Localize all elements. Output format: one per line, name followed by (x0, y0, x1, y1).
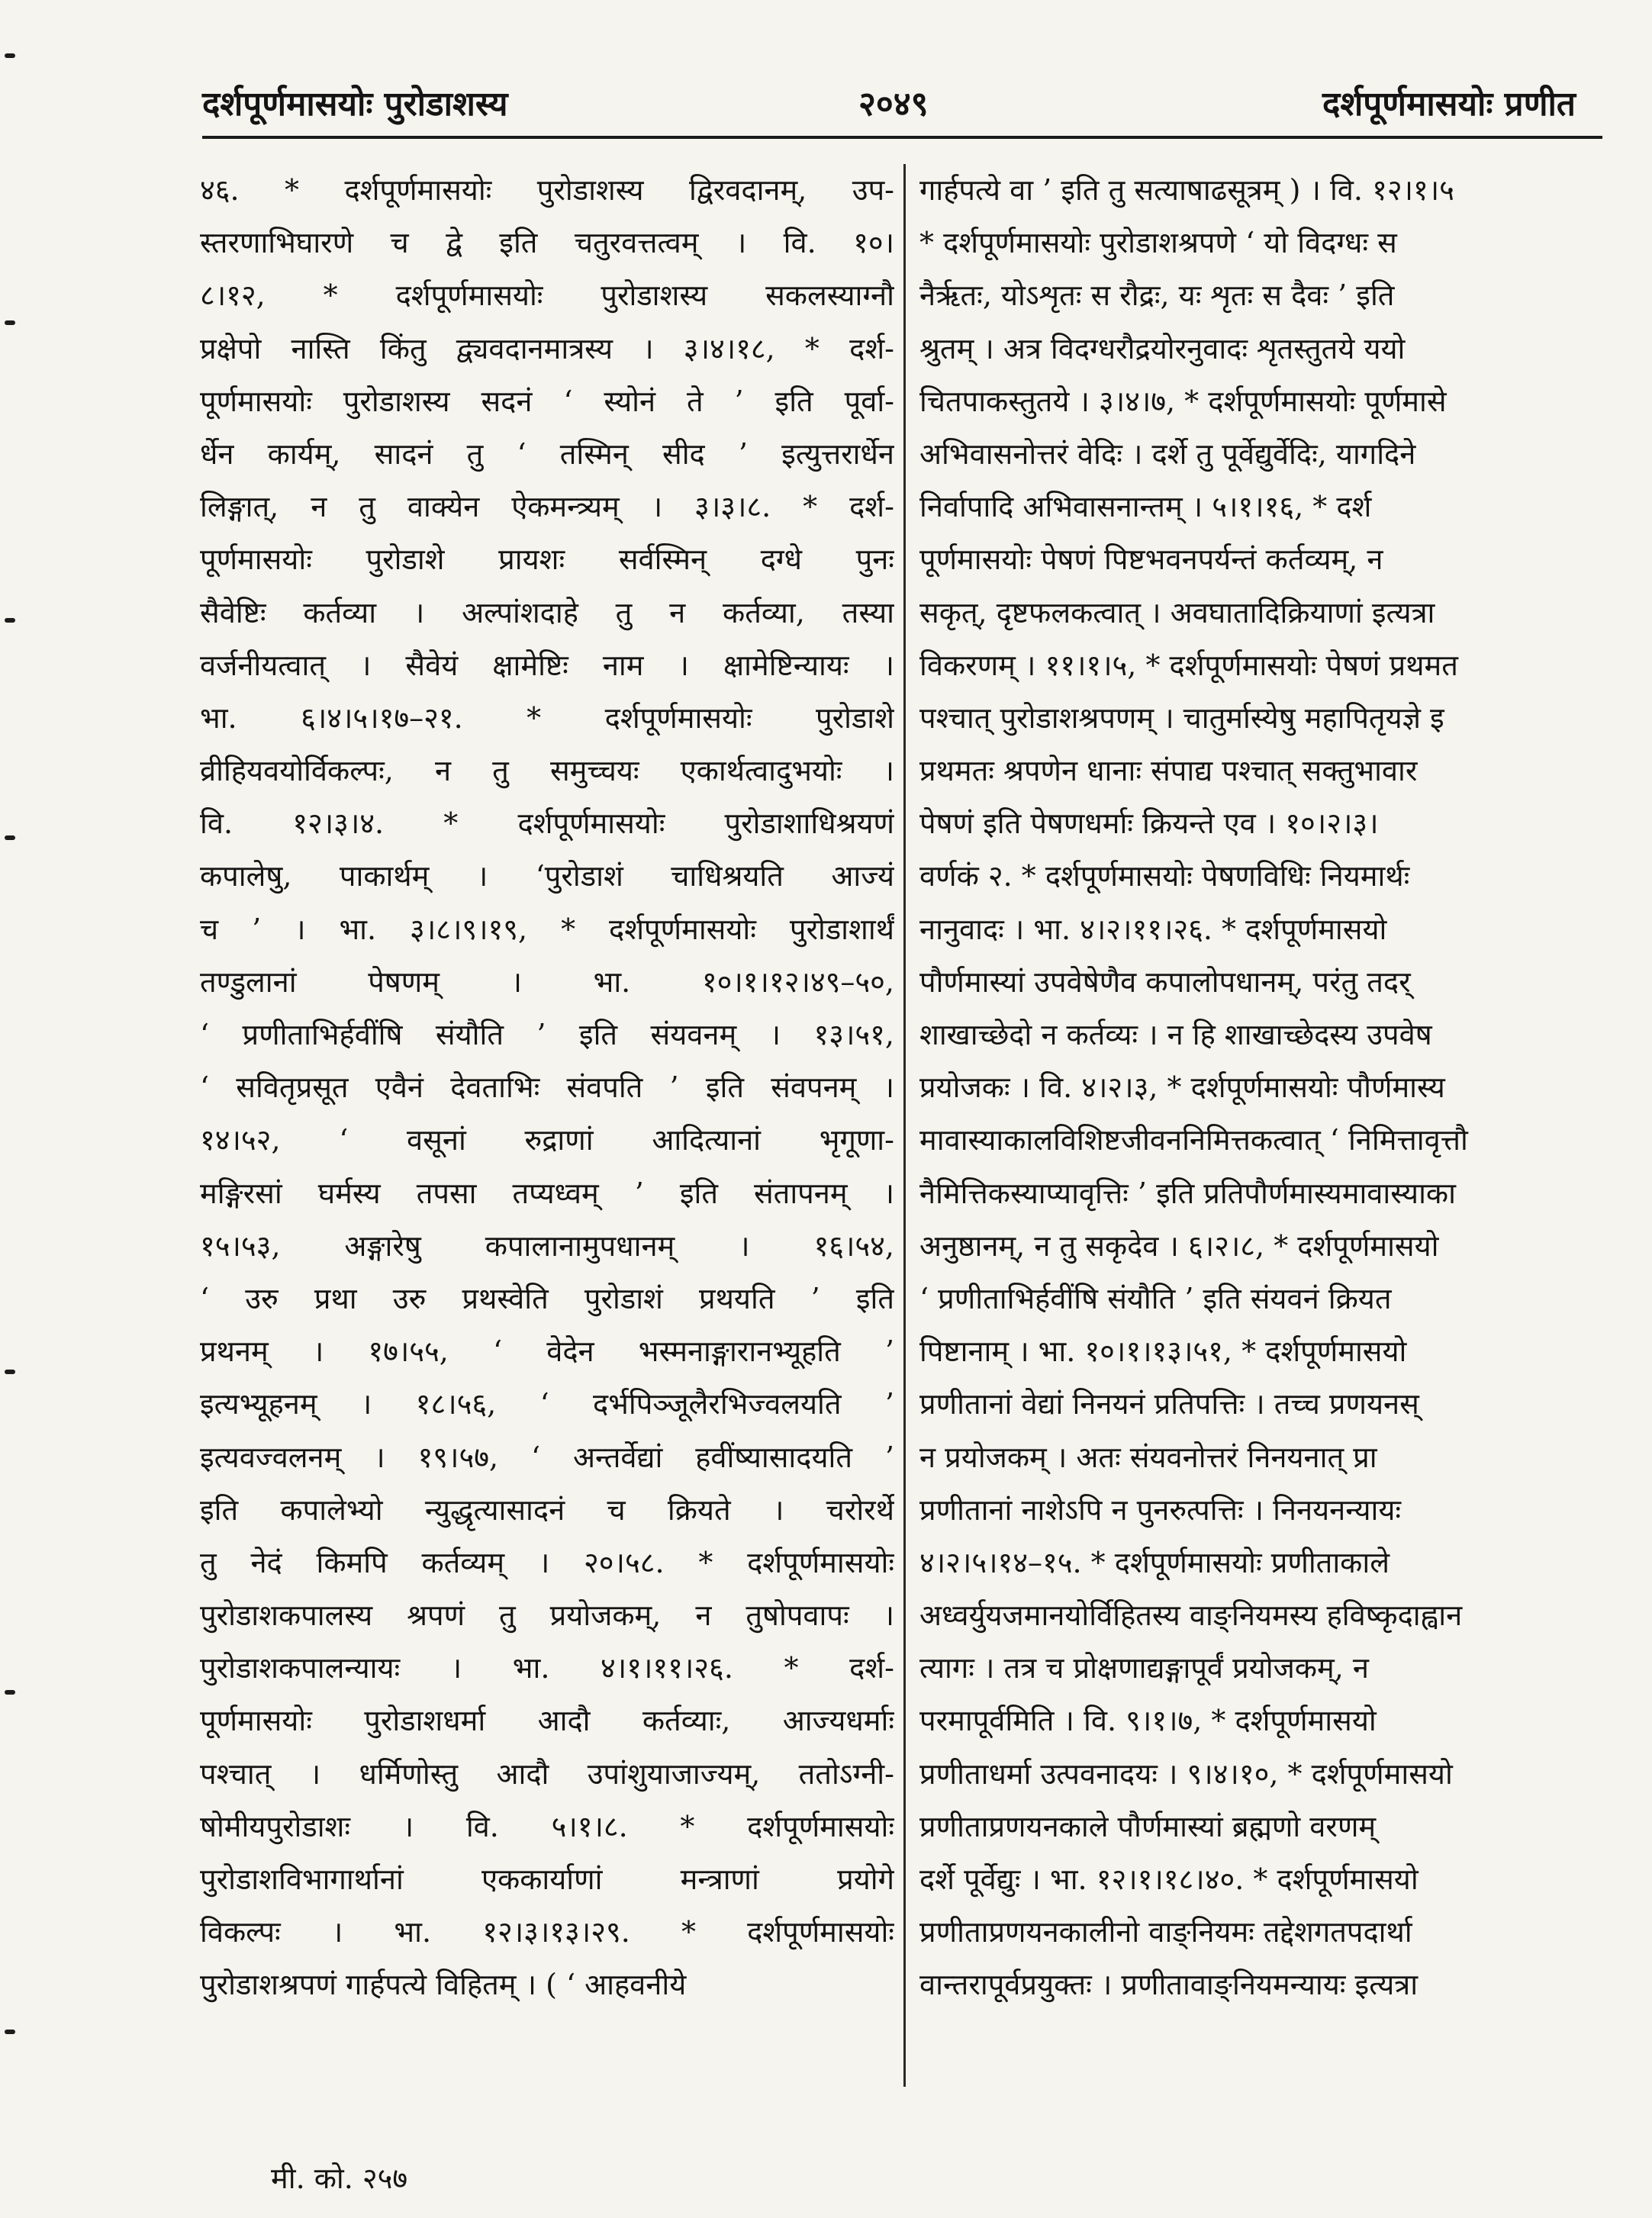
running-head-left: दर्शपूर्णमासयोः पुरोडाशस्य (202, 85, 508, 124)
text-line: कपालेषु, पाकार्थम् । ‘पुरोडाशं चाधिश्रयति आज्यं (200, 859, 894, 893)
text-line: च ’ । भा. ३।८।९।१९, * दर्शपूर्णमासयोः पुरोडाशार्थं (200, 912, 894, 946)
text-line: नानुवादः । भा. ४।२।११।२६. * दर्शपूर्णमासयो (919, 912, 1387, 946)
text-line: शाखाच्छेदो न कर्तव्यः । न हि शाखाच्छेदस्य उपवेष (919, 1018, 1432, 1051)
text-line: ४६. * दर्शपूर्णमासयोः पुरोडाशस्य द्विरवदानम्, उप- (200, 173, 894, 207)
text-line: तण्डुलानां पेषणम् । भा. १०।१।१२।४९–५०, (200, 964, 894, 999)
text-line: प्रणीतानां वेद्यां निनयनं प्रतिपत्तिः । तच्च प्रणयनस् (919, 1387, 1419, 1421)
text-line: तु नेदं किमपि कर्तव्यम् । २०।५८. * दर्शपूर्णमासयोः (200, 1545, 894, 1579)
text-line: पूर्णमासयोः पुरोडाशस्य सदनं ‘ स्योनं ते ’ इति पूर्वा- (200, 384, 894, 418)
text-line: पुरोडाशश्रपणं गार्हपत्ये विहितम् । ( ‘ आहवनीये (200, 1968, 687, 2002)
text-line: निर्वापादि अभिवासनान्तम् । ५।१।१६, * दर्श (919, 490, 1372, 524)
running-head-right: दर्शपूर्णमासयोः प्रणीत (1322, 85, 1576, 124)
text-line: पिष्टानाम् । भा. १०।१।१३।५१, * दर्शपूर्णमासयो (919, 1334, 1407, 1369)
text-line: पश्चात् । धर्मिणोस्तु आदौ उपांशुयाजाज्यम्, ततोऽग्नी- (200, 1756, 894, 1791)
text-line: विकल्पः । भा. १२।३।१३।२९. * दर्शपूर्णमासयोः (200, 1915, 894, 1949)
header-rule (202, 136, 1602, 139)
text-line: पेषणं इति पेषणधर्माः क्रियन्ते एव । १०।२।३। (919, 806, 1379, 841)
column-divider (903, 164, 906, 2087)
text-line: ‘ उरु प्रथा उरु प्रथस्वेति पुरोडाशं प्रथयति ’ इति (200, 1281, 894, 1315)
text-line: षोमीयपुरोडाशः । वि. ५।१।८. * दर्शपूर्णमासयोः (200, 1809, 894, 1843)
text-line: सैवेष्टिः कर्तव्या । अल्पांशदाहे तु न कर्तव्या, तस्या (200, 595, 894, 629)
text-line: वर्जनीयत्वात् । सैवेयं क्षामेष्टिः नाम । क्षामेष्टिन्यायः । (200, 648, 894, 682)
text-line: प्रथनम् । १७।५५, ‘ वेदेन भस्मनाङ्गारानभ्यूहति ’ (200, 1334, 894, 1369)
text-line: प्रथमतः श्रपणेन धानाः संपाद्य पश्चात् सक्तुभावार (919, 754, 1418, 788)
margin-speck (5, 320, 15, 325)
text-line: इत्यवज्वलनम् । १९।५७, ‘ अन्तर्वेद्यां हवींष्यासादयति ’ (200, 1440, 894, 1474)
running-head (202, 73, 1576, 134)
text-line: पूर्णमासयोः पेषणं पिष्टभवनपर्यन्तं कर्तव्यम्, न (919, 542, 1383, 577)
text-line: प्रणीताधर्मा उत्पवनादयः । ९।४।१०, * दर्शपूर्णमासयो (919, 1756, 1453, 1791)
text-line: ८।१२, * दर्शपूर्णमासयोः पुरोडाशस्य सकलस्याग्नौ (200, 278, 894, 313)
text-line: वान्तरापूर्वप्रयुक्तः । प्रणीतावाङ्नियमन्यायः इत्यत्रा (919, 1968, 1419, 2002)
text-line: सकृत्, दृष्टफलकत्वात् । अवघातादिक्रियाणां इत्यत्रा (919, 595, 1435, 629)
text-line: दर्शे पूर्वेद्युः । भा. १२।१।१८।४०. * दर्शपूर्णमासयो (919, 1862, 1419, 1896)
text-line: गार्हपत्ये वा ’ इति तु सत्याषाढसूत्रम् ) । वि. १२।१।५ (919, 173, 1454, 207)
signature-mark: मी. को. २५७ (271, 2162, 408, 2195)
margin-speck (5, 1690, 15, 1695)
text-line: * दर्शपूर्णमासयोः पुरोडाशश्रपणे ‘ यो विदग्धः स (919, 226, 1397, 260)
text-line: प्रणीताप्रणयनकालीनो वाङ्नियमः तद्देशगतपदार्था (919, 1915, 1412, 1949)
text-line: न प्रयोजकम् । अतः संयवनोत्तरं निनयनात् प्रा (919, 1440, 1377, 1474)
margin-speck (5, 835, 15, 840)
text-line: लिङ्गात्, न तु वाक्येन ऐकमन्त्र्यम् । ३।३।८. * दर्श- (200, 490, 894, 524)
text-line: पूर्णमासयोः पुरोडाशधर्मा आदौ कर्तव्याः, आज्यधर्माः (200, 1704, 894, 1738)
text-line: नैमित्तिकस्याप्यावृत्तिः ’ इति प्रतिपौर्णमास्यमावास्याका (919, 1176, 1456, 1210)
text-line: विकरणम् । ११।१।५, * दर्शपूर्णमासयोः पेषणं प्रथमत (919, 648, 1458, 682)
text-line: स्तरणाभिघारणे च द्वे इति चतुरवत्तत्वम् । वि. १०। (200, 226, 894, 260)
text-line: व्रीहियवयोर्विकल्पः, न तु समुच्चयः एकार्थत्वादुभयोः । (200, 754, 894, 788)
text-line: श्रुतम् । अत्र विदग्धरौद्रयोरनुवादः शृतस्तुतये ययो (919, 331, 1406, 365)
text-line: पुरोडाशविभागार्थानां एककार्याणां मन्त्राणां प्रयोगे (200, 1862, 894, 1896)
text-line: पौर्णमास्यां उपवेषेणैव कपालोपधानम्, परंतु तदर् (919, 964, 1411, 999)
text-line: १५।५३, अङ्गारेषु कपालानामुपधानम् । १६।५४, (200, 1228, 894, 1263)
text-line: ‘ प्रणीताभिर्हवींषि संयौति ’ इति संयवनं क्रियत (919, 1281, 1392, 1315)
margin-speck (5, 1370, 15, 1374)
text-line: प्रक्षेपो नास्ति किंतु द्व्यवदानमात्रस्य । ३।४।१८, * दर्श- (200, 331, 894, 365)
text-line: अध्वर्युयजमानयोर्विहितस्य वाङ्नियमस्य हविष्कृदाह्वान (919, 1598, 1463, 1633)
margin-speck (5, 618, 15, 623)
text-line: १४।५२, ‘ वसूनां रुद्राणां आदित्यानां भृगूणा- (200, 1123, 894, 1157)
text-line: ‘ सवितृप्रसूत एवैनं देवताभिः संवपति ’ इति संवपनम् । (200, 1070, 894, 1105)
text-line: अनुष्ठानम्, न तु सकृदेव । ६।२।८, * दर्शपूर्णमासयो (919, 1228, 1439, 1263)
text-line: प्रणीताप्रणयनकाले पौर्णमास्यां ब्रह्मणो वरणम् (919, 1809, 1377, 1843)
text-line: मावास्याकालविशिष्टजीवननिमित्तकत्वात् ‘ निमित्तावृत्तौ (919, 1123, 1468, 1157)
right-column (919, 164, 1599, 2117)
text-line: इति कपालेभ्यो न्युद्धृत्यासादनं च क्रियते । चरोरर्थे (200, 1492, 894, 1527)
margin-speck (5, 53, 15, 58)
page-number: २०४९ (858, 85, 929, 124)
left-column (200, 164, 894, 2140)
text-line: नैर्ऋतः, योऽशृतः स रौद्रः, यः शृतः स दैवः ’ इति (919, 278, 1395, 313)
text-line: परमापूर्वमिति । वि. ९।१।७, * दर्शपूर्णमासयो (919, 1704, 1377, 1738)
text-line: वि. १२।३।४. * दर्शपूर्णमासयोः पुरोडाशाधिश्रयणं (200, 806, 894, 841)
text-line: ४।२।५।१४–१५. * दर्शपूर्णमासयोः प्रणीताकाले (919, 1545, 1390, 1579)
text-line: पश्चात् पुरोडाशश्रपणम् । चातुर्मास्येषु महापितृयज्ञे इ (919, 700, 1444, 735)
text-line: इत्यभ्यूहनम् । १८।५६, ‘ दर्भपिञ्जूलैरभिज्वलयति ’ (200, 1387, 894, 1421)
text-line: भा. ६।४।५।१७–२१. * दर्शपूर्णमासयोः पुरोडाशे (200, 700, 894, 735)
text-line: त्यागः । तत्र च प्रोक्षणाद्यङ्गापूर्वं प्रयोजकम्, न (919, 1651, 1369, 1685)
text-line: पुरोडाशकपालन्यायः । भा. ४।१।११।२६. * दर्श- (200, 1651, 894, 1685)
text-line: वर्णकं २. * दर्शपूर्णमासयोः पेषणविधिः नियमार्थः (919, 859, 1410, 893)
text-line: अभिवासनोत्तरं वेदिः । दर्शे तु पूर्वेद्युर्वेदिः, यागदिने (919, 436, 1416, 471)
text-line: प्रणीतानां नाशेऽपि न पुनरुत्पत्तिः । निनयनन्यायः (919, 1492, 1402, 1527)
text-line: र्धेन कार्यम्, सादनं तु ‘ तस्मिन् सीद ’ इत्युत्तरार्धेन (200, 436, 894, 471)
margin-speck (5, 2030, 15, 2034)
text-line: चितपाकस्तुतये । ३।४।७, * दर्शपूर्णमासयोः पूर्णमासे (919, 384, 1447, 418)
text-line: पुरोडाशकपालस्य श्रपणं तु प्रयोजकम्, न तुषोपवापः । (200, 1598, 894, 1633)
text-line: प्रयोजकः । वि. ४।२।३, * दर्शपूर्णमासयोः पौर्णमास्य (919, 1070, 1445, 1105)
text-line: ‘ प्रणीताभिर्हवींषि संयौति ’ इति संयवनम् । १३।५१, (200, 1018, 894, 1051)
text-line: मङ्गिरसां घर्मस्य तपसा तप्यध्वम् ’ इति संतापनम् । (200, 1176, 894, 1210)
text-line: पूर्णमासयोः पुरोडाशे प्रायशः सर्वस्मिन् दग्धे पुनः (200, 542, 894, 577)
